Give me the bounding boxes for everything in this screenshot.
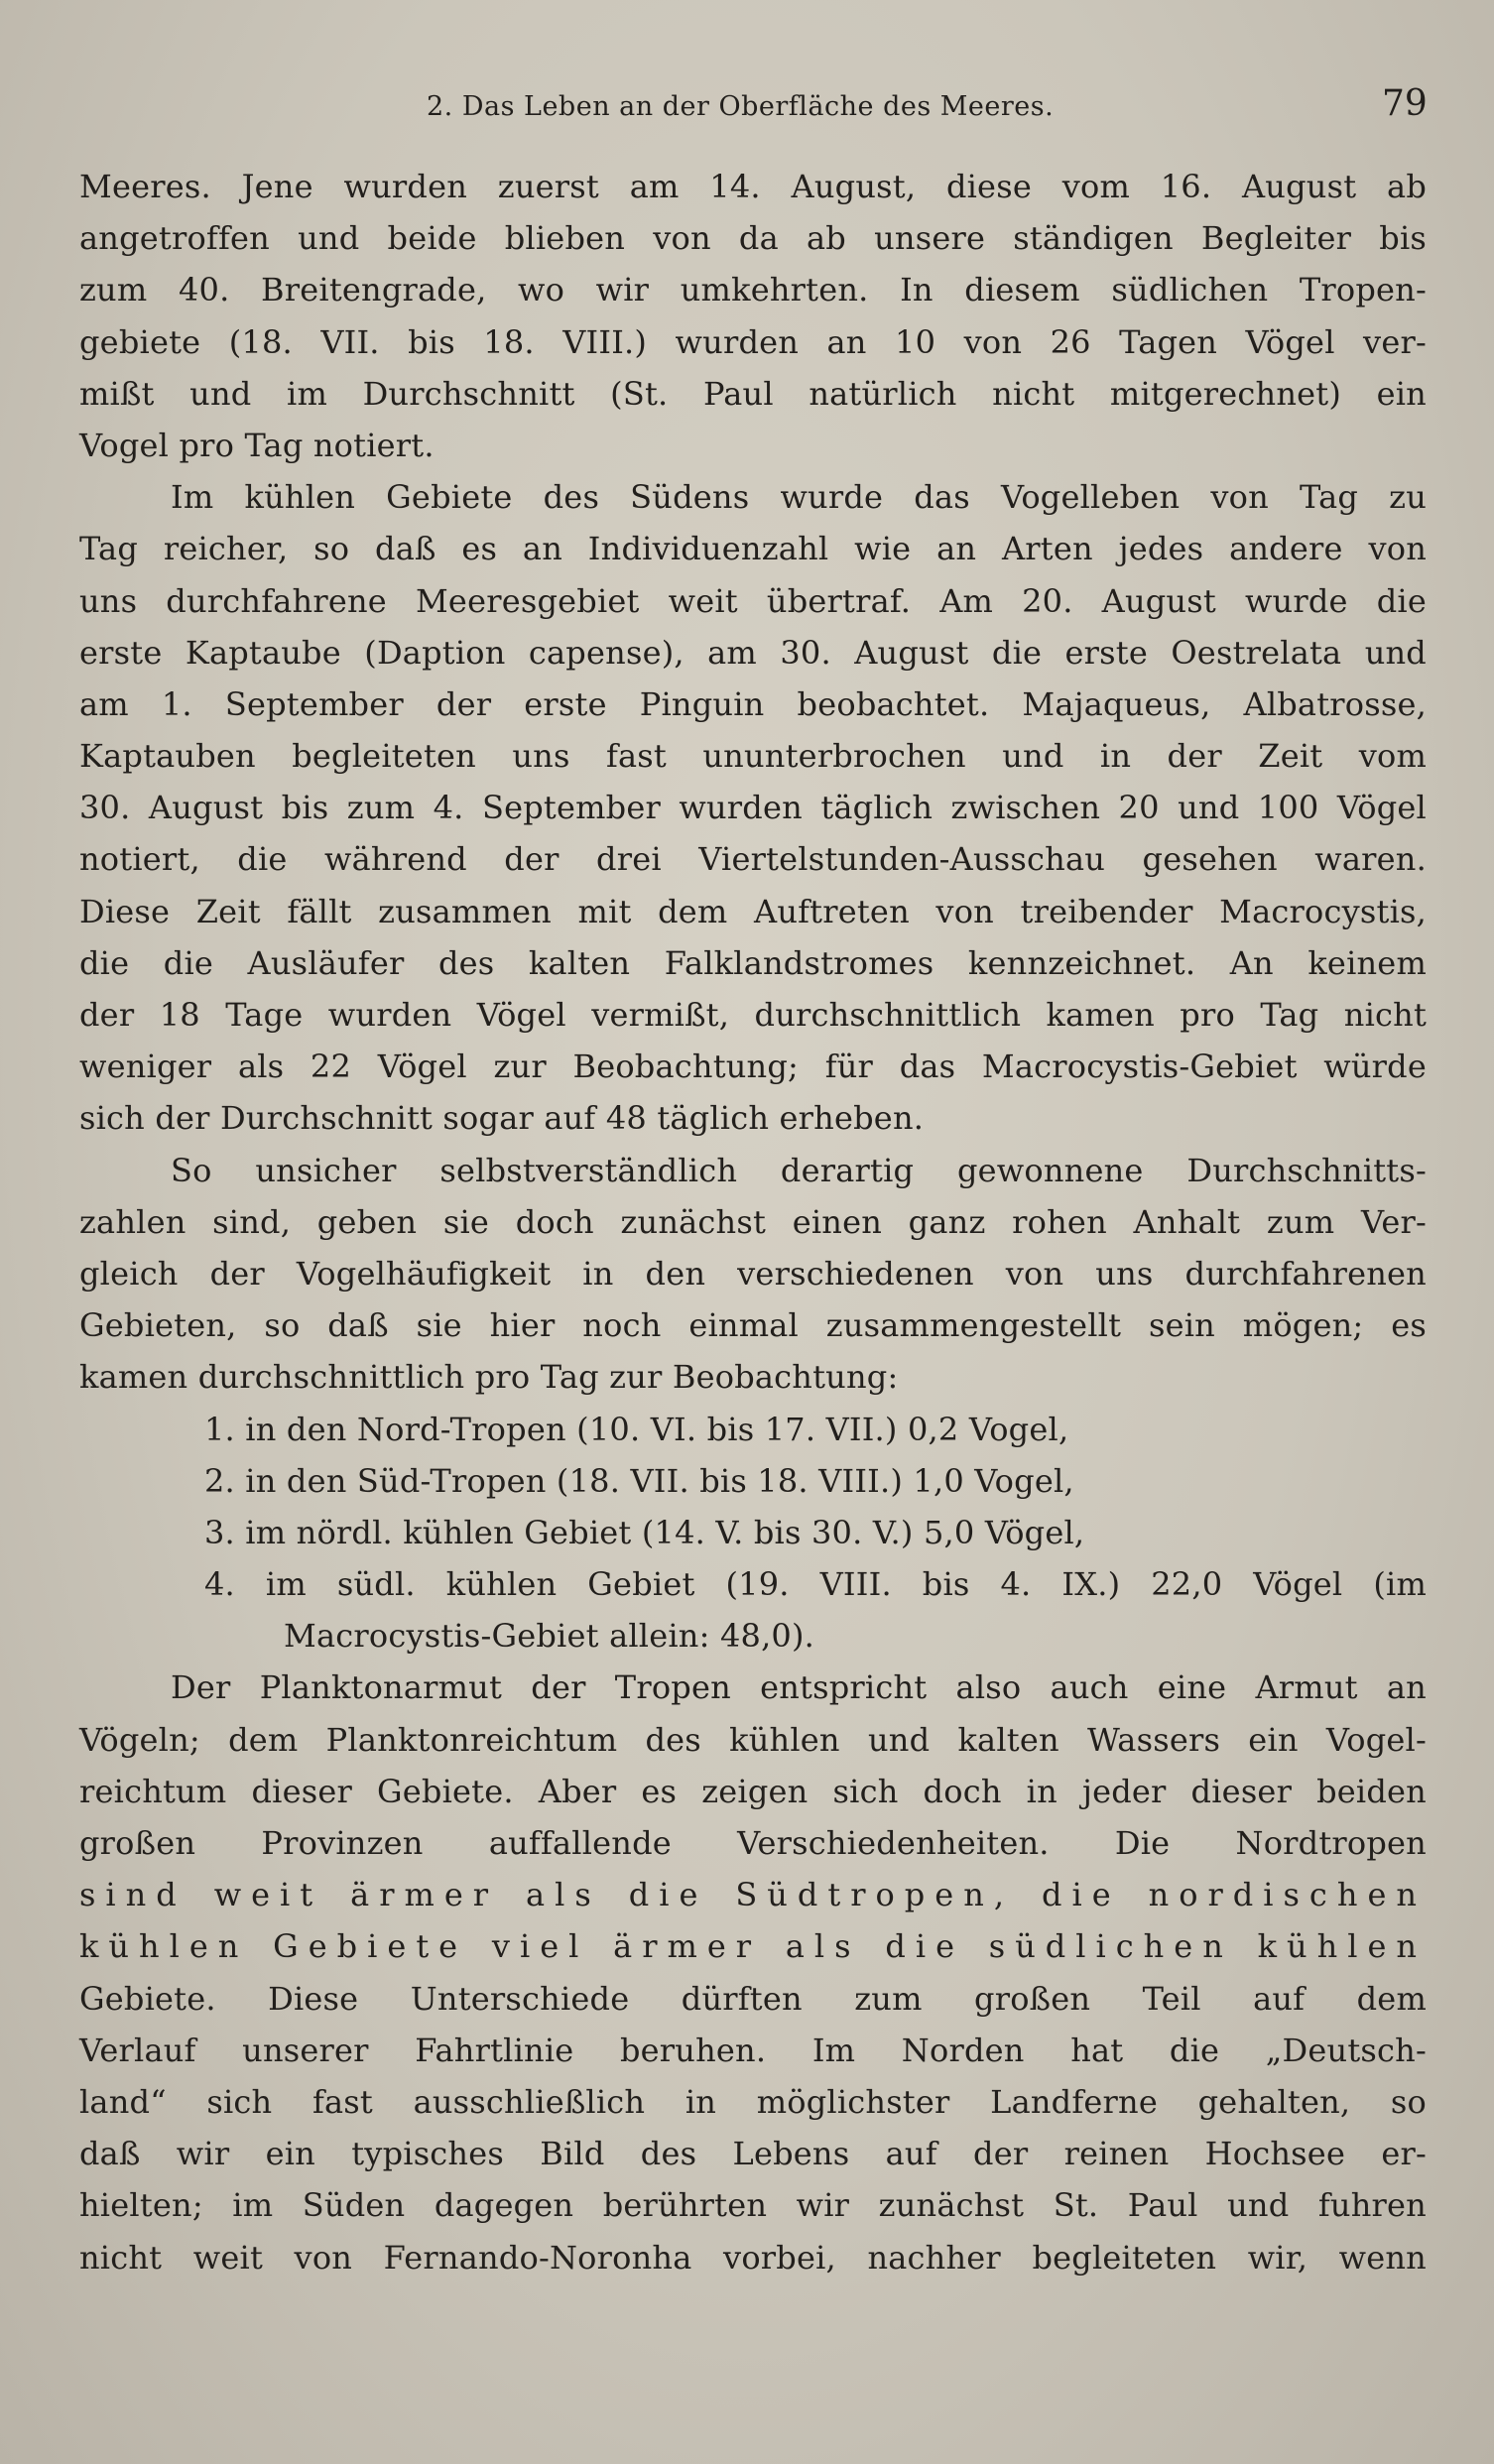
text-line: notiert, die während der drei Viertelstunden-Ausschau gesehen waren. xyxy=(79,840,1427,879)
text-line: zum 40. Breitengrade, wo wir umkehrten. In diesem südlichen Tropen- xyxy=(79,271,1427,309)
text-line: Gebiete. Diese Unterschiede dürften zum großen Teil auf dem xyxy=(79,1979,1427,2018)
running-header xyxy=(0,77,1494,137)
text-line: uns durchfahrene Meeresgebiet weit übertraf. Am 20. August wurde die xyxy=(79,581,1427,620)
emphasized-line: sind weit ärmer als die Südtropen, die nordischen xyxy=(79,1876,1427,1914)
text-line: Vogel pro Tag notiert. xyxy=(79,426,435,464)
text-line: Tag reicher, so daß es an Individuenzahl wie an Arten jedes andere von xyxy=(79,530,1427,568)
body-text xyxy=(79,161,1427,2283)
text-line: kamen durchschnittlich pro Tag zur Beobachtung: xyxy=(79,1358,899,1397)
text-line: reichtum dieser Gebiete. Aber es zeigen sich doch in jeder dieser beiden xyxy=(79,1772,1427,1810)
text-line: nicht weit von Fernando-Noronha vorbei, nachher begleiteten wir, wenn xyxy=(79,2238,1427,2277)
text-line: der 18 Tage wurden Vögel vermißt, durchschnittlich kamen pro Tag nicht xyxy=(79,996,1427,1034)
emphasized-line: kühlen Gebiete viel ärmer als die südlichen kühlen xyxy=(79,1927,1427,1966)
paragraph-start: So unsicher selbstverständlich derartig gewonnene Durchschnitts- xyxy=(171,1151,1427,1189)
list-item-continuation: Macrocystis-Gebiet allein: 48,0). xyxy=(284,1617,815,1656)
paragraph-start: Im kühlen Gebiete des Südens wurde das Vogelleben von Tag zu xyxy=(171,478,1427,517)
text-line: mißt und im Durchschnitt (St. Paul natürlich nicht mitgerechnet) ein xyxy=(79,374,1427,413)
text-line: land“ sich fast ausschließlich in möglichster Landferne gehalten, so xyxy=(79,2082,1427,2121)
text-line: gleich der Vogelhäufigkeit in den verschiedenen von uns durchfahrenen xyxy=(79,1254,1427,1293)
text-line: Gebieten, so daß sie hier noch einmal zusammengestellt sein mögen; es xyxy=(79,1306,1427,1345)
list-item: 3. im nördl. kühlen Gebiet (14. V. bis 30. V.) 5,0 Vögel, xyxy=(204,1513,1085,1551)
text-line: angetroffen und beide blieben von da ab unsere ständigen Begleiter bis xyxy=(79,219,1427,258)
text-line: Vögeln; dem Planktonreichtum des kühlen und kalten Wassers ein Vogel- xyxy=(79,1720,1427,1759)
text-line: Diese Zeit fällt zusammen mit dem Auftreten von treibender Macrocystis, xyxy=(79,892,1427,930)
text-line: am 1. September der erste Pinguin beobachtet. Majaqueus, Albatrosse, xyxy=(79,684,1427,723)
text-line: erste Kaptaube (Daption capense), am 30. August die erste Oestrelata und xyxy=(79,633,1427,672)
text-line: weniger als 22 Vögel zur Beobachtung; für das Macrocystis-Gebiet würde xyxy=(79,1047,1427,1086)
text-line: gebiete (18. VII. bis 18. VIII.) wurden an 10 von 26 Tagen Vögel ver- xyxy=(79,322,1427,361)
list-item: 2. in den Süd-Tropen (18. VII. bis 18. VIII.) 1,0 Vogel, xyxy=(204,1461,1074,1500)
text-line: großen Provinzen auffallende Verschiedenheiten. Die Nordtropen xyxy=(79,1824,1427,1862)
paragraph-start: Der Planktonarmut der Tropen entspricht also auch eine Armut an xyxy=(171,1668,1427,1707)
running-head-title: 2. Das Leben an der Oberfläche des Meeres. xyxy=(427,91,1055,122)
text-line: Meeres. Jene wurden zuerst am 14. August, diese vom 16. August ab xyxy=(79,168,1427,205)
text-line: sich der Durchschnitt sogar auf 48 täglich erheben. xyxy=(79,1099,925,1138)
text-line: daß wir ein typisches Bild des Lebens auf der reinen Hochsee er- xyxy=(79,2135,1427,2173)
text-line: Kaptauben begleiteten uns fast ununterbrochen und in der Zeit vom xyxy=(79,737,1427,776)
text-line: zahlen sind, geben sie doch zunächst einen ganz rohen Anhalt zum Ver- xyxy=(79,1202,1427,1241)
list-item: 1. in den Nord-Tropen (10. VI. bis 17. VII.) 0,2 Vogel, xyxy=(204,1410,1069,1448)
text-line: Verlauf unserer Fahrtlinie beruhen. Im Norden hat die „Deutsch- xyxy=(79,2031,1427,2069)
text-line: hielten; im Süden dagegen berührten wir zunächst St. Paul und fuhren xyxy=(79,2186,1427,2225)
text-line: die die Ausläufer des kalten Falklandstromes kennzeichnet. An keinem xyxy=(79,943,1427,982)
page-number: 79 xyxy=(1382,83,1428,124)
list-item: 4. im südl. kühlen Gebiet (19. VIII. bis 4. IX.) 22,0 Vögel (im xyxy=(204,1565,1427,1604)
text-line: 30. August bis zum 4. September wurden täglich zwischen 20 und 100 Vögel xyxy=(79,789,1427,827)
